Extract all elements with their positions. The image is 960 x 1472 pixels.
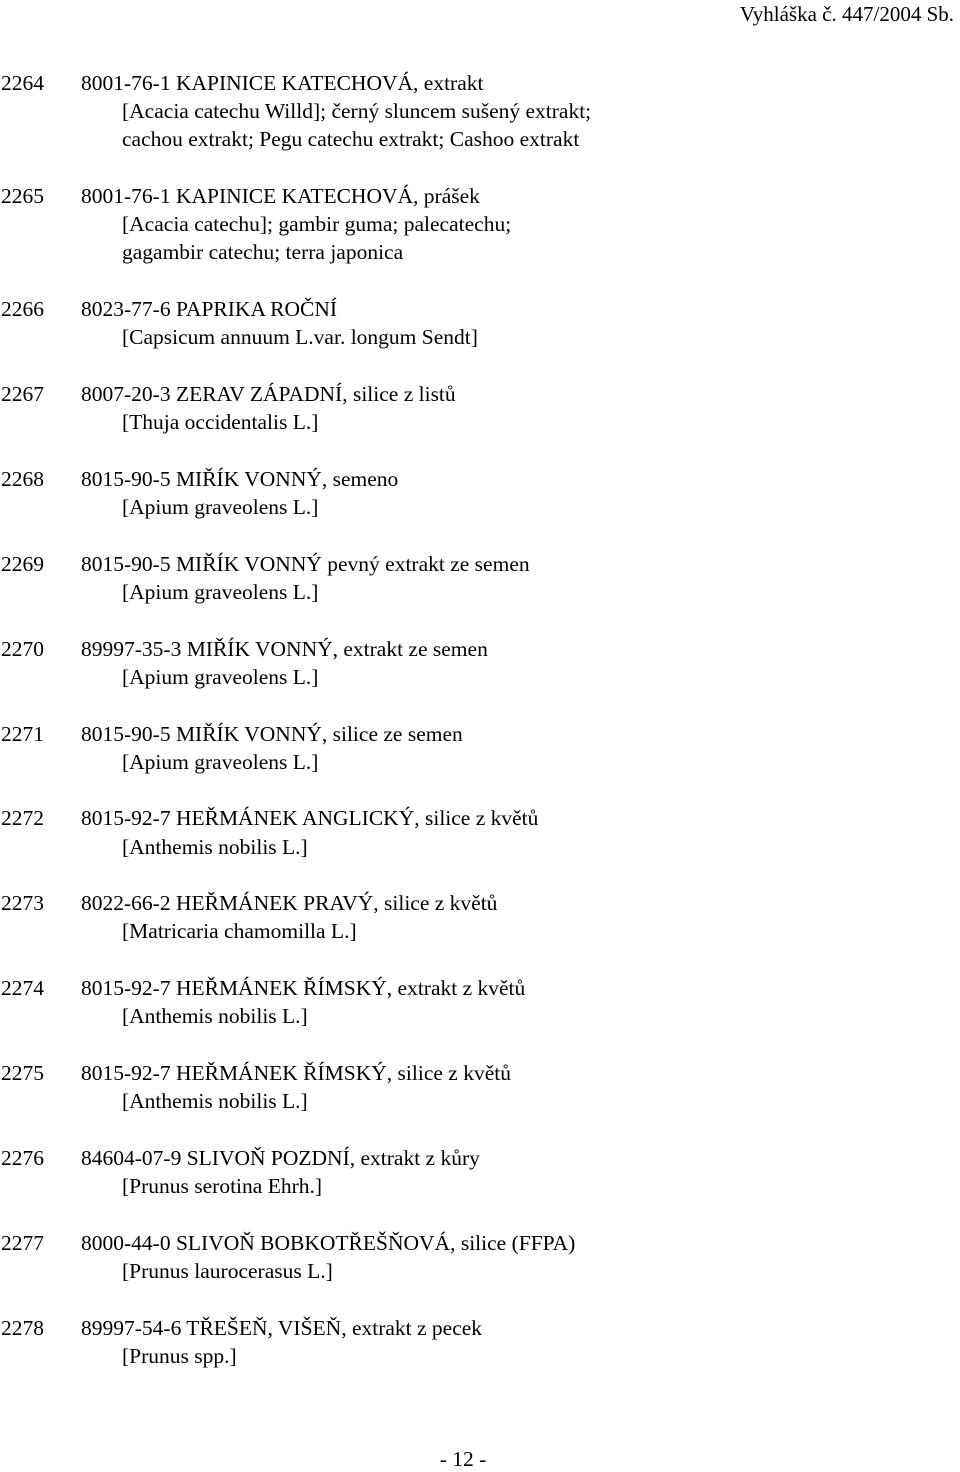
entry-heading: 8023-77-6 PAPRIKA ROČNÍ	[81, 297, 338, 322]
entry-continuation-line: [Prunus laurocerasus L.]	[122, 1258, 333, 1283]
entry-first-line	[0, 1059, 960, 1087]
entry-first-line	[0, 635, 960, 663]
entry-number: 2276	[1, 1145, 44, 1170]
list-item	[0, 295, 960, 351]
entry-number: 2264	[1, 71, 44, 95]
entry-heading: 8001-76-1 KAPINICE KATECHOVÁ, extrakt	[81, 71, 484, 95]
entry-continuation-line: [Acacia catechu]; gambir guma; palecatechu;	[122, 212, 512, 237]
entry-continuation-line: [Apium graveolens L.]	[122, 749, 319, 774]
list-item	[0, 635, 960, 691]
entry-first-line	[0, 182, 960, 210]
entry-continuation-line: [Prunus serotina Ehrh.]	[122, 1174, 323, 1199]
entry-first-line	[0, 295, 960, 323]
entry-number: 2271	[1, 721, 44, 746]
entry-number: 2278	[1, 1315, 44, 1340]
entry-continuation-line: [Anthemis nobilis L.]	[122, 834, 308, 859]
entry-first-line	[0, 69, 960, 97]
list-item	[0, 804, 960, 860]
entry-number: 2269	[1, 551, 44, 576]
entry-heading: 8022-66-2 HEŘMÁNEK PRAVÝ, silice z květů	[81, 891, 498, 916]
entry-number: 2277	[1, 1230, 44, 1255]
entry-continuation-line: [Prunus spp.]	[122, 1343, 237, 1368]
entry-first-line	[0, 1229, 960, 1257]
entry-first-line	[0, 1314, 960, 1342]
list-item	[0, 1229, 960, 1285]
entry-number: 2266	[1, 297, 44, 322]
entry-first-line	[0, 465, 960, 493]
entry-first-line	[0, 1144, 960, 1172]
entry-heading: 89997-35-3 MIŘÍK VONNÝ, extrakt ze semen	[81, 636, 488, 661]
entry-first-line	[0, 804, 960, 832]
entry-number: 2275	[1, 1061, 44, 1085]
entry-number: 2268	[1, 466, 44, 491]
list-item	[0, 974, 960, 1030]
entry-continuation-line: cachou extrakt; Pegu catechu extrakt; Cashoo extrakt	[122, 127, 580, 152]
list-item	[0, 720, 960, 776]
entry-number: 2272	[1, 806, 44, 831]
entry-heading: 8015-92-7 HEŘMÁNEK ŘÍMSKÝ, extrakt z květů	[81, 976, 526, 1001]
document-header: Vyhláška č. 447/2004 Sb.	[739, 2, 954, 26]
entry-continuation-line: [Thuja occidentalis L.]	[122, 410, 319, 435]
list-item	[0, 550, 960, 606]
entry-heading: 8015-90-5 MIŘÍK VONNÝ pevný extrakt ze semen	[81, 551, 530, 576]
entry-first-line	[0, 380, 960, 408]
entry-continuation-line: [Capsicum annuum L.var. longum Sendt]	[122, 325, 478, 350]
list-item	[0, 889, 960, 945]
entry-first-line	[0, 889, 960, 917]
entry-continuation-line: [Acacia catechu Willd]; černý sluncem sušený extrakt;	[122, 99, 592, 124]
entry-heading: 8007-20-3 ZERAV ZÁPADNÍ, silice z listů	[81, 382, 456, 406]
entry-first-line	[0, 974, 960, 1002]
entry-heading: 8001-76-1 KAPINICE KATECHOVÁ, prášek	[81, 184, 480, 209]
entry-continuation-line: [Matricaria chamomilla L.]	[122, 919, 357, 944]
entry-heading: 84604-07-9 SLIVOŇ POZDNÍ, extrakt z kůry	[81, 1145, 480, 1170]
entry-continuation-line: [Apium graveolens L.]	[122, 664, 319, 689]
entry-number: 2267	[1, 382, 44, 406]
entry-heading: 8015-92-7 HEŘMÁNEK ANGLICKÝ, silice z květů	[81, 806, 539, 831]
entry-heading: 8015-90-5 MIŘÍK VONNÝ, silice ze semen	[81, 721, 463, 746]
entry-continuation-line: [Anthemis nobilis L.]	[122, 1004, 308, 1029]
list-item	[0, 1314, 960, 1370]
entry-number: 2273	[1, 891, 44, 916]
entry-first-line	[0, 550, 960, 578]
entry-heading: 8015-90-5 MIŘÍK VONNÝ, semeno	[81, 466, 399, 491]
entry-heading: 8015-92-7 HEŘMÁNEK ŘÍMSKÝ, silice z květů	[81, 1061, 511, 1085]
entry-list	[0, 69, 960, 1399]
page-number: - 12 -	[439, 1447, 487, 1471]
list-item	[0, 69, 960, 154]
entry-continuation-line: gagambir catechu; terra japonica	[122, 240, 404, 265]
entry-number: 2270	[1, 636, 44, 661]
entry-heading: 89997-54-6 TŘEŠEŇ, VIŠEŇ, extrakt z pecek	[81, 1315, 483, 1340]
entry-number: 2274	[1, 976, 44, 1001]
entry-continuation-line: [Apium graveolens L.]	[122, 579, 319, 604]
entry-continuation-line: [Apium graveolens L.]	[122, 495, 319, 520]
list-item	[0, 182, 960, 267]
entry-number: 2265	[1, 184, 44, 209]
list-item	[0, 380, 960, 436]
entry-first-line	[0, 720, 960, 748]
list-item	[0, 1144, 960, 1200]
entry-heading: 8000-44-0 SLIVOŇ BOBKOTŘEŠŇOVÁ, silice (FFPA)	[81, 1230, 576, 1255]
entry-continuation-line: [Anthemis nobilis L.]	[122, 1089, 308, 1114]
list-item	[0, 465, 960, 521]
list-item	[0, 1059, 960, 1115]
